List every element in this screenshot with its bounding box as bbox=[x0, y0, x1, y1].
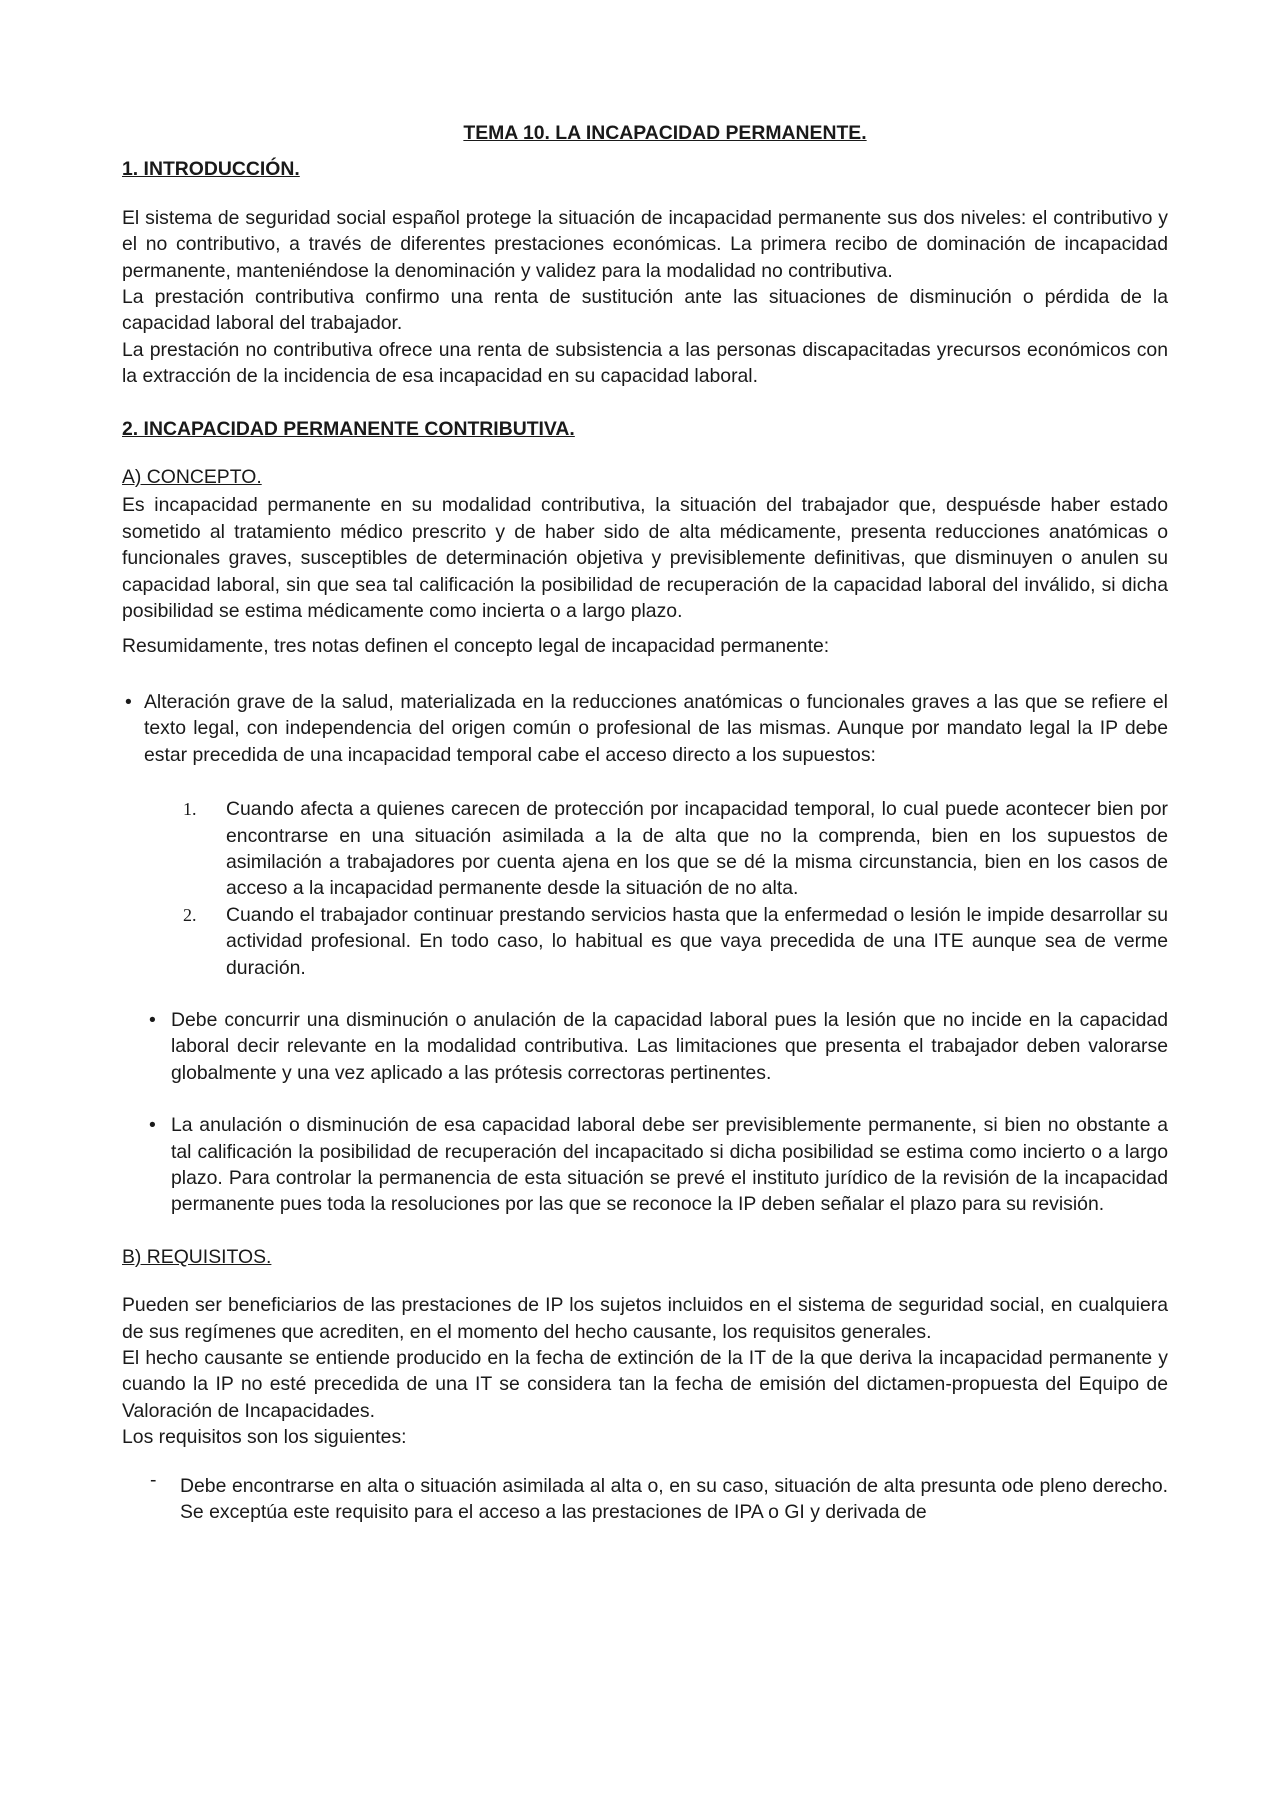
paragraph: Resumidamente, tres notas definen el concepto legal de incapacidad permanente: bbox=[122, 634, 830, 657]
paragraph: Pueden ser beneficiarios de las prestaciones de IP los sujetos incluidos en el sistema de seguridad social, en cualquiera de sus regímenes que acrediten, en el momento del hecho causante, los requisitos generales. bbox=[122, 1294, 1168, 1343]
bullet-icon: • bbox=[125, 690, 132, 713]
concepto-bullet-list-2 bbox=[122, 1007, 1168, 1218]
section-2-heading: 2. INCAPACIDAD PERMANENTE CONTRIBUTIVA. bbox=[122, 417, 575, 440]
list-item-text: La anulación o disminución de esa capacidad laboral debe ser previsiblemente permanente, si bien no obstante a tal calificación la posibilidad de recuperación del incapacitado si dicha posibilidad se estima como incierto o a largo plazo. Para controlar la permanencia de esta situación se prevé el instituto jurídico de la revisión de la incapacidad permanente pues toda la resoluciones por las que se reconoce la IP deben señalar el plazo para su revisión. bbox=[171, 1114, 1168, 1216]
requisitos-heading: B) REQUISITOS. bbox=[122, 1245, 272, 1268]
document-title: TEMA 10. LA INCAPACIDAD PERMANENTE. bbox=[463, 122, 867, 144]
paragraph: La prestación contributiva confirmo una renta de sustitución ante las situaciones de disminución o pérdida de la capacidad laboral del trabajador. bbox=[122, 286, 1168, 335]
bullet-icon: • bbox=[149, 1114, 156, 1137]
requisitos-body bbox=[122, 1292, 1168, 1450]
paragraph: La prestación no contributiva ofrece una renta de subsistencia a las personas discapacitadas yrecursos económicos con la extracción de la incidencia de esa incapacidad en su capacidad laboral. bbox=[122, 338, 1168, 388]
document-page bbox=[122, 120, 1168, 1525]
concepto-bullet-list bbox=[122, 689, 1168, 768]
numbered-list bbox=[122, 796, 1168, 981]
concepto-heading: A) CONCEPTO. bbox=[122, 466, 262, 489]
list-item bbox=[122, 689, 1168, 768]
paragraph: Los requisitos son los siguientes: bbox=[122, 1426, 407, 1449]
numbered-item-text: Cuando el trabajador continuar prestando servicios hasta que la enfermedad o lesión le impide desarrollar su actividad profesional. En todo caso, lo habitual es que vaya precedida de una ITE aunque sea de verme duración. bbox=[226, 903, 1168, 979]
section-1-body bbox=[122, 205, 1168, 390]
numbered-item bbox=[122, 902, 1168, 981]
requisitos-dash-list bbox=[122, 1468, 1168, 1526]
list-item-text: Debe concurrir una disminución o anulación de la capacidad laboral pues la lesión que no incide en la capacidad laboral decir relevante en la modalidad contributiva. Las limitaciones que presenta el trabajador deben valorarse globalmente y una vez aplicado a las prótesis correctoras pertinentes. bbox=[171, 1008, 1168, 1084]
paragraph: Es incapacidad permanente en su modalidad contributiva, la situación del trabajador que, despuésde haber estado sometido al tratamiento médico prescrito y de haber sido de alta médicamente, presenta reducciones anatómicas o funcionales graves, susceptibles de determinación objetiva y previsiblemente definitivas, que disminuyen o anulen su capacidad laboral, sin que sea tal calificación la posibilidad de recuperación de la capacidad laboral del inválido, si dicha posibilidad se estima médicamente como incierta o a largo plazo. bbox=[122, 494, 1168, 623]
list-item bbox=[122, 1112, 1168, 1218]
list-item bbox=[122, 1007, 1168, 1086]
list-item bbox=[122, 1468, 1168, 1526]
section-1-heading: 1. INTRODUCCIÓN. bbox=[122, 158, 300, 181]
list-item-text: Debe encontrarse en alta o situación asimilada al alta o, en su caso, situación de alta presunta ode pleno derecho. Se exceptúa este requisito para el acceso a las prestaciones de IPA o GI y derivada de bbox=[180, 1474, 1168, 1524]
item-number: 2. bbox=[183, 904, 197, 925]
numbered-item-text: Cuando afecta a quienes carecen de protección por incapacidad temporal, lo cual puede acontecer bien por encontrarse en una situación asimilada a la de alta que no la comprenda, bien en los supuestos de asimilación a trabajadores por cuenta ajena en los que se dé la misma circunstancia, bien en los casos de acceso a la incapacidad permanente desde la situación de no alta. bbox=[226, 798, 1168, 900]
paragraph: El hecho causante se entiende producido en la fecha de extinción de la IT de la que deriva la incapacidad permanente y cuando la IP no esté precedida de una IT se considera tan la fecha de emisión del dictamen-propuesta del Equipo de Valoración de Incapacidades. bbox=[122, 1347, 1168, 1422]
bullet-icon: • bbox=[149, 1008, 156, 1031]
list-item-text: Alteración grave de la salud, materializada en la reducciones anatómicas o funcionales graves a las que se refiere el texto legal, con independencia del origen común o profesional de las mismas. Aunque por mandato legal la IP debe estar precedida de una incapacidad temporal cabe el acceso directo a los supuestos: bbox=[144, 690, 1168, 766]
dash-icon: - bbox=[150, 1468, 157, 1491]
paragraph: El sistema de seguridad social español protege la situación de incapacidad permanente sus dos niveles: el contributivo y el no contributivo, a través de diferentes prestaciones económicas. La primera recibo de dominación de incapacidad permanente, manteniéndose la denominación y validez para la modalidad no contributiva. bbox=[122, 206, 1168, 282]
item-number: 1. bbox=[183, 799, 197, 820]
numbered-item bbox=[122, 796, 1168, 902]
